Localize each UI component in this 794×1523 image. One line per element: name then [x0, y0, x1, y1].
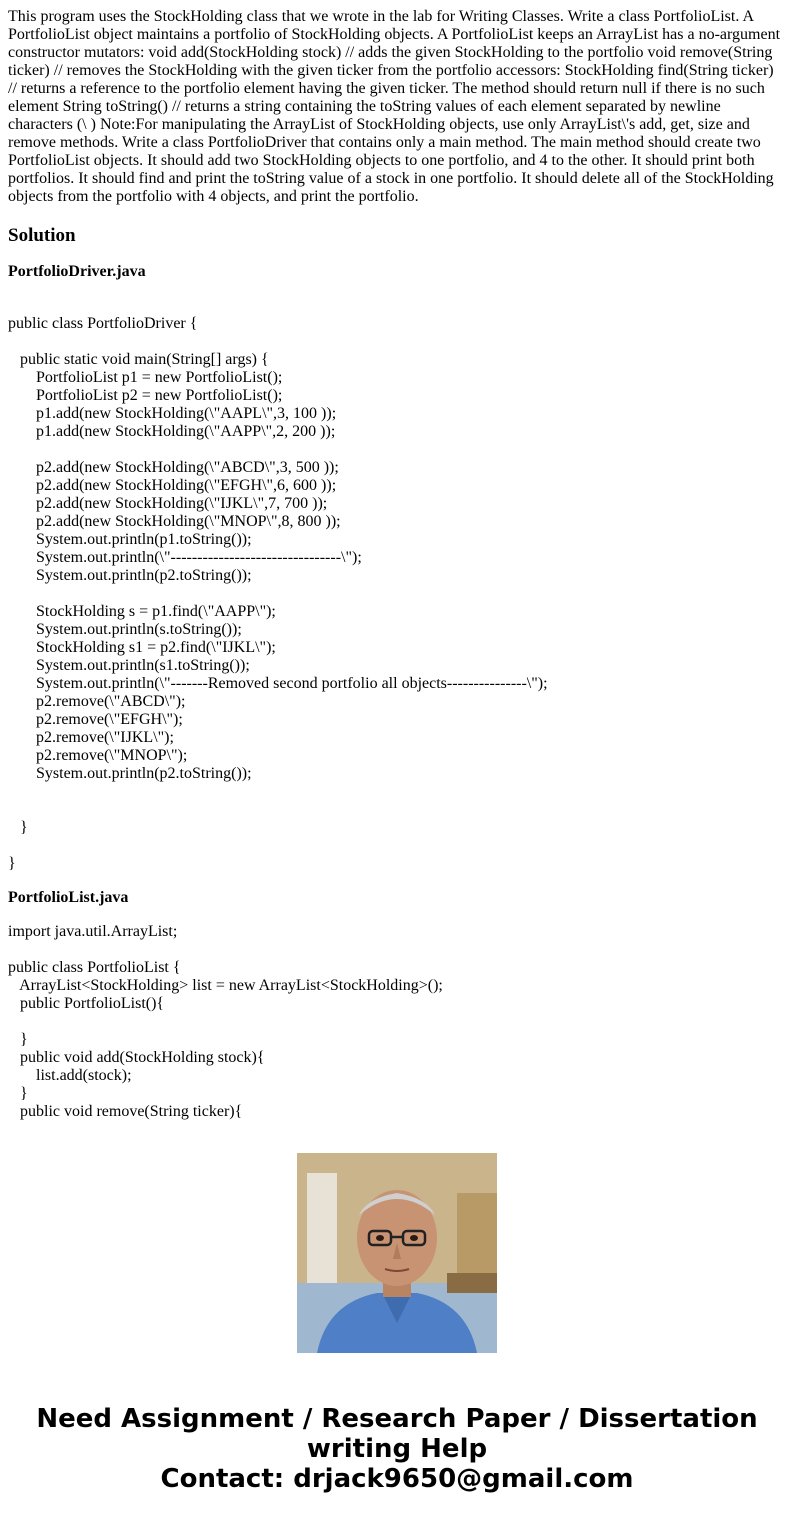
file-heading-portfolio-list: PortfolioList.java [8, 889, 129, 906]
author-avatar [297, 1153, 497, 1353]
file-heading-portfolio-driver: PortfolioDriver.java [8, 263, 146, 280]
solution-body [8, 263, 786, 1120]
footer-banner [0, 1404, 794, 1494]
code-portfolio-driver: public class PortfolioDriver { public static void main(String[] args) { PortfolioList p1 = new PortfolioList(); PortfolioList p2 = new PortfolioList(); p1.add(new StockHolding(\"AAPL\",3, 100 )); p1.add(new StockHolding(\"AAPP\",2, 200 )); p2.add(new StockHolding(\"ABCD\",3, 500 )); p2.add(new StockHolding(\"EFGH\",6, 600 )); p2.add(new StockHolding(\"IJKL\",7, 700 )); p2.add(new StockHolding(\"MNOP\",8, 800 )); System.out.println(p1.toString()); System.out.println(\"--------------------------------\"); System.out.println(p2.toString()); StockHolding s = p1.find(\"AAPP\"); System.out.println(s.toString()); StockHolding s1 = p2.find(\"IJKL\"); System.out.println(s1.toString()); System.out.println(\"-------Removed second portfolio all objects---------------\"); p2.remove(\"ABCD\"); p2.remove(\"EFGH\"); p2.remove(\"IJKL\"); p2.remove(\"MNOP\"); System.out.println(p2.toString()); } } [8, 315, 548, 872]
code-portfolio-list: public class PortfolioList { ArrayList<StockHolding> list = new ArrayList<StockHolding>(); public PortfolioList(){ } public void add(StockHolding stock){ list.add(stock); } public void remove(String ticker){ [8, 959, 443, 1120]
question-text: This program uses the StockHolding class that we wrote in the lab for Writing Classes. Write a class PortfolioList. A PortfolioList object maintains a portfolio of StockHolding objects. A PortfolioList keeps an ArrayList has a no-argument constructor mutators: void add(StockHolding stock) // adds the given StockHolding to the portfolio void remove(String ticker) // removes the StockHolding with the given ticker from the portfolio accessors: StockHolding find(String ticker) // returns a reference to the portfolio element having the given ticker. The method should return null if there is no such element String toString() // returns a string containing the toString values of each element separated by newline characters (\ ) Note:For manipulating the ArrayList of StockHolding objects, use only ArrayList\'s add, get, size and remove methods. Write a class PortfolioDriver that contains only a main method. The main method should create two PortfolioList objects. It should add two StockHolding objects to one portfolio, and 4 to the other. It should print both portfolios. It should find and print the toString value of a stock in one portfolio. It should delete all of the StockHolding objects from the portfolio with 4 objects, and print the portfolio. [8, 8, 781, 205]
solution-heading: Solution [8, 225, 76, 246]
code-import-line: import java.util.ArrayList; [8, 923, 178, 940]
footer-line-1: Need Assignment / Research Paper / Dissertation [36, 1404, 758, 1434]
author-portrait-image [297, 1153, 497, 1353]
footer-line-2: writing Help [306, 1434, 488, 1464]
document-content [8, 8, 786, 1120]
footer-contact: Contact: drjack9650@gmail.com [160, 1464, 634, 1494]
